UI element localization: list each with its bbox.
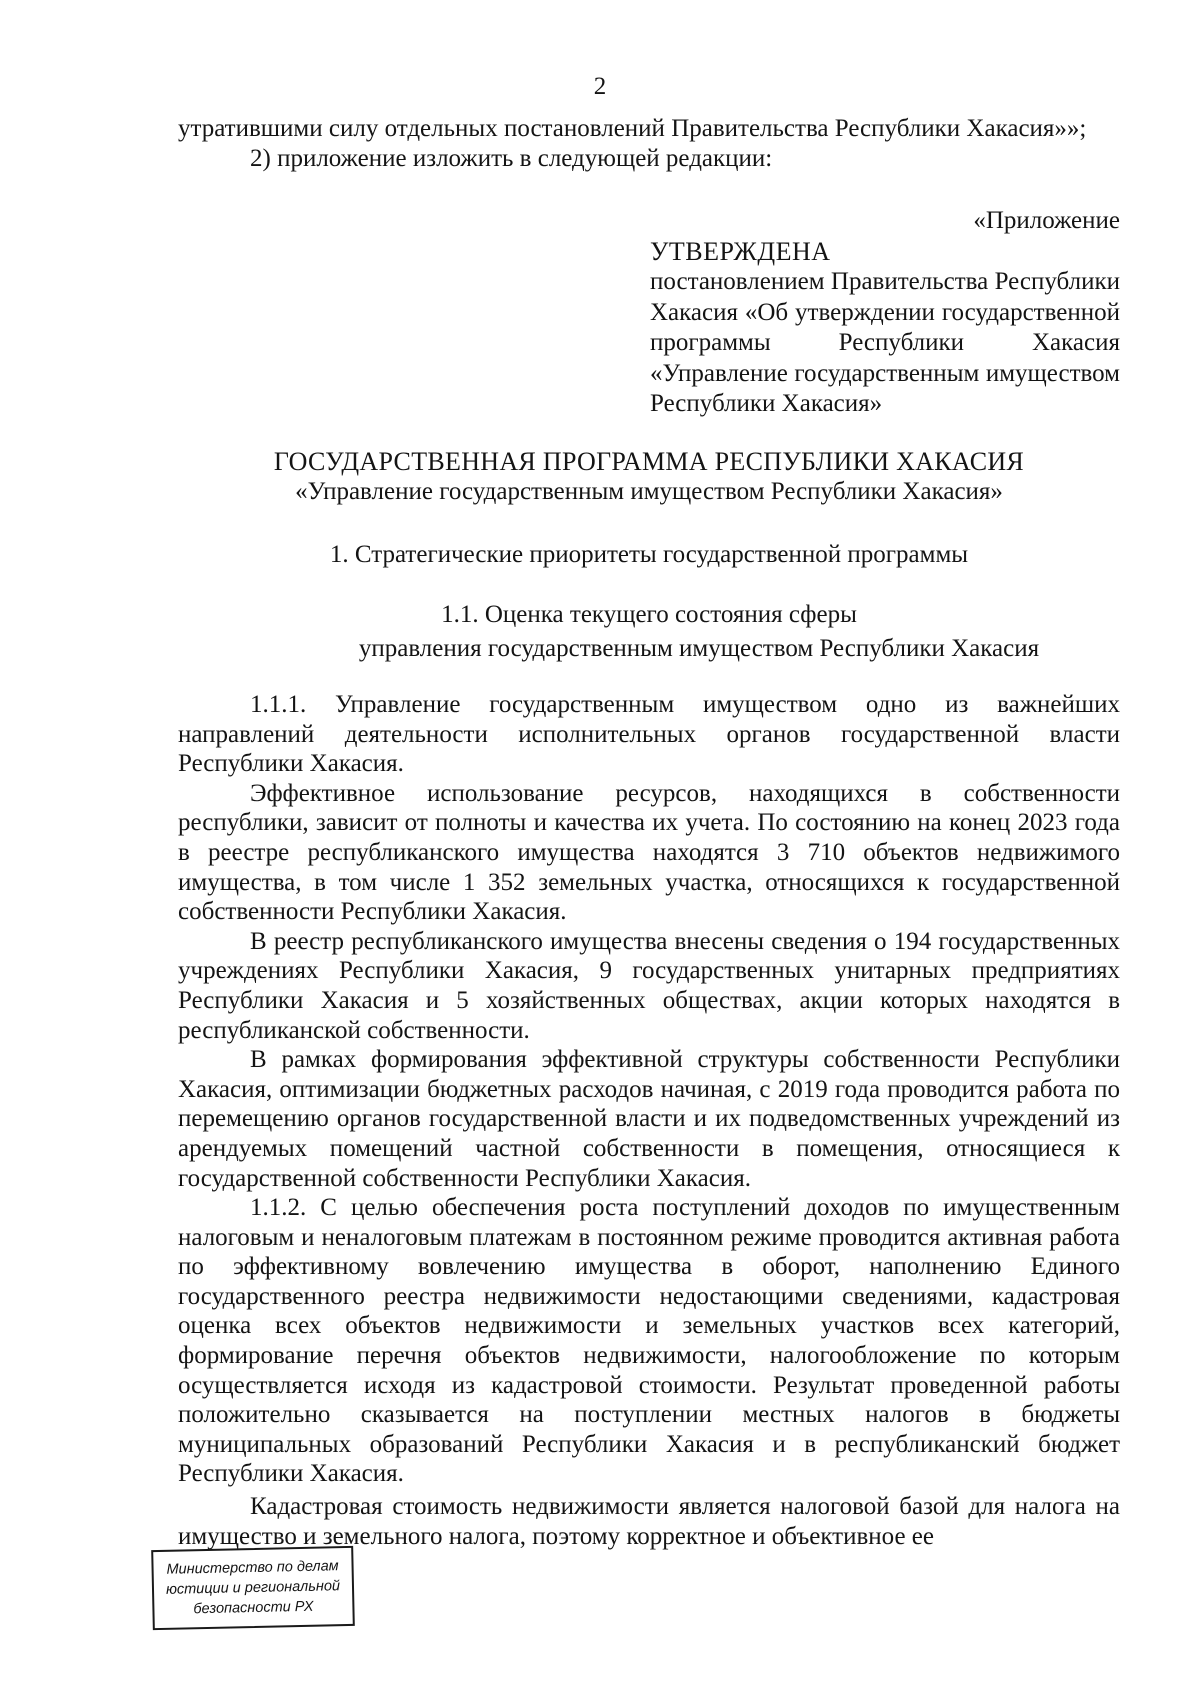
stamp-line-2: юстиции и региональной xyxy=(165,1578,341,1598)
ministry-stamp xyxy=(151,1546,355,1630)
section-1-heading: 1. Стратегические приоритеты государственной программы xyxy=(329,541,969,568)
intro-block xyxy=(178,114,1120,173)
program-subtitle: «Управление государственным имуществом Республики Хакасия» xyxy=(295,478,1003,505)
section-1-1-heading-line2: управления государственным имуществом Республики Хакасия xyxy=(358,635,1040,662)
program-title: ГОСУДАРСТВЕННАЯ ПРОГРАММА РЕСПУБЛИКИ ХАКАСИЯ xyxy=(273,447,1025,476)
paragraph-1-1-1: 1.1.1. Управление государственным имуществом одно из важнейших направлений деятельности исполнительных органов государственной власти Республики Хакасия. xyxy=(178,691,1120,778)
approval-text: постановлением Правительства Республики Хакасия «Об утверждении государственной программы Республики Хакасия «Управление государственным имуществом Республики Хакасия» xyxy=(650,268,1120,417)
paragraph-cadastral: Кадастровая стоимость недвижимости является налоговой базой для налога на имущество и земельного налога, поэтому корректное и объективное ее xyxy=(178,1493,1120,1550)
stamp-line-3: безопасности РХ xyxy=(193,1598,314,1618)
approval-block xyxy=(650,206,1120,420)
program-title-block xyxy=(178,447,1120,507)
paragraph-structure: В рамках формирования эффективной структуры собственности Республики Хакасия, оптимизации бюджетных расходов начиная, с 2019 года проводится работа по перемещению органов государственной власти и их подведомственных учреждений из арендуемых помещений частной собственности в помещения, относящиеся к государственной собственности Республики Хакасия. xyxy=(178,1046,1120,1192)
intro-item-2: 2) приложение изложить в следующей редакции: xyxy=(250,144,773,172)
section-1-1-heading-line1: 1.1. Оценка текущего состояния сферы xyxy=(441,601,857,628)
stamp-line-1: Министерство по делам xyxy=(166,1558,339,1578)
section-1-1-heading-block xyxy=(178,600,1120,664)
appendix-label: «Приложение xyxy=(973,207,1120,234)
paragraph-1-1-2: 1.1.2. С целью обеспечения роста поступлений доходов по имущественным налоговым и неналоговым платежам в постоянном режиме проводится активная работа по эффективному вовлечению имущества в оборот, наполнению Единого государственного реестра недвижимости недостающими сведениями, кадастровая оценка всех объектов недвижимости и земельных участков всех категорий, формирование перечня объектов недвижимости, налогообложение по которым осуществляется исходя из кадастровой стоимости. Результат проведенной работы положительно сказывается на поступлении местных налогов в бюджеты муниципальных образований Республики Хакасия и в республиканский бюджет Республики Хакасия. xyxy=(178,1194,1120,1488)
intro-continuation: утратившими силу отдельных постановлений Правительства Республики Хакасия»»; xyxy=(178,115,1087,142)
paragraph-resources: Эффективное использование ресурсов, находящихся в собственности республики, зависит от полноты и качества их учета. По состоянию на конец 2023 года в реестре республиканского имущества находятся 3 710 объектов недвижимого имущества, в том числе 1 352 земельных участка, относящихся к государственной собственности Республики Хакасия. xyxy=(178,779,1120,926)
page-number: 2 xyxy=(593,73,607,100)
paragraph-registry: В реестр республиканского имущества внесены сведения о 194 государственных учреждениях Республики Хакасия, 9 государственных унитарных предприятиях Республики Хакасия и 5 хозяйственных обществах, акции которых находятся в республиканской собственности. xyxy=(178,927,1120,1044)
approved-label: УТВЕРЖДЕНА xyxy=(650,236,831,266)
main-text xyxy=(178,690,1120,1551)
